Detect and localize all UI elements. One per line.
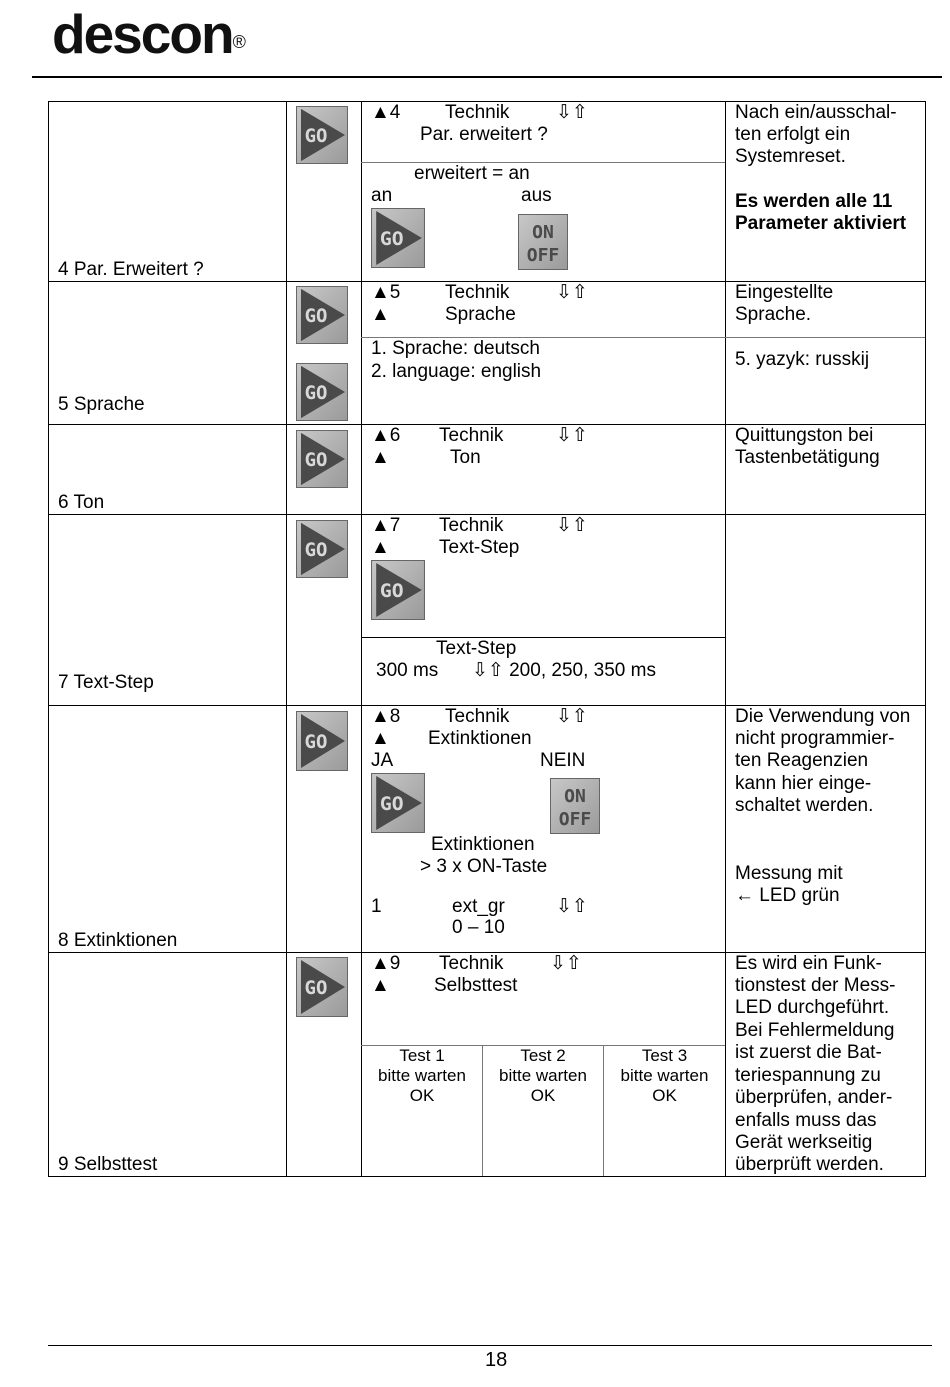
arrows-icon: ⇩⇧ [556, 425, 588, 446]
option-ja: JA [371, 750, 394, 771]
page-number: 18 [485, 1349, 508, 1371]
note-line: Sprache. [735, 304, 812, 325]
display-param: Sprache [445, 304, 516, 325]
svg-text:GO: GO [379, 227, 404, 250]
footer-rule [48, 1345, 932, 1346]
display-value: erweitert = an [414, 163, 530, 184]
note-bold-line: Parameter aktiviert [735, 213, 907, 234]
go-button-icon [371, 560, 425, 620]
display-value: 300 ms [376, 660, 439, 681]
row-label-selbsttest: 9 Selbsttest [58, 1154, 158, 1175]
note-line: Messung mit [735, 863, 843, 884]
display-param: Extinktionen [428, 728, 532, 749]
note-line: Eingestellte [735, 282, 834, 303]
display-menu: Technik [445, 102, 510, 123]
note-line: kann hier einge- [735, 773, 872, 794]
note-line: Quittungston bei [735, 425, 874, 446]
go-button-icon [296, 957, 348, 1017]
note-line: überprüft werden. [735, 1154, 884, 1175]
display-menu: Technik [439, 953, 504, 974]
display-param: ext_gr [452, 896, 505, 917]
note-line: enfalls muss das [735, 1110, 877, 1131]
go-button-icon [371, 208, 425, 268]
arrows-icon: ⇩⇧ [556, 896, 588, 917]
display-step: ▲6 [371, 425, 401, 446]
option-an: an [371, 185, 393, 206]
note-line: Es wird ein Funk- [735, 953, 882, 974]
option-nein: NEIN [540, 750, 586, 771]
svg-text:GO: GO [379, 792, 404, 815]
triangle-icon: ▲ [371, 447, 390, 468]
display-value: Extinktionen [431, 834, 535, 855]
note-line: Bei Fehlermeldung [735, 1020, 895, 1041]
display-hint: > 3 x ON-Taste [420, 856, 548, 877]
descon-logo: descon® [52, 3, 246, 65]
svg-text:OFF: OFF [526, 245, 560, 266]
go-button-icon [296, 286, 348, 344]
option-aus: aus [521, 185, 552, 206]
note-line: Systemreset. [735, 146, 846, 167]
svg-text:GO: GO [304, 540, 328, 561]
display-param: Selbsttest [434, 975, 518, 996]
svg-text:GO: GO [304, 126, 328, 147]
svg-text:OFF: OFF [558, 809, 592, 830]
go-button-icon [296, 106, 348, 164]
display-step: ▲5 [371, 282, 401, 303]
note-line: LED durchgeführt. [735, 997, 890, 1018]
test-cell: Test 2 bitte warten OK [499, 1046, 587, 1105]
test-cell: Test 1 bitte warten OK [378, 1046, 466, 1105]
display-menu: Technik [445, 282, 510, 303]
display-step: ▲8 [371, 706, 401, 727]
display-value: Text-Step [436, 638, 517, 659]
display-option: 2. language: english [371, 361, 542, 382]
triangle-icon: ▲ [371, 975, 390, 996]
display-menu: Technik [445, 706, 510, 727]
svg-text:GO: GO [379, 579, 404, 602]
row-label-extinktionen: 8 Extinktionen [58, 930, 178, 951]
svg-text:GO: GO [304, 977, 328, 999]
note-bold-line: Es werden alle 11 [735, 191, 893, 212]
arrows-icon: ⇩⇧ [550, 953, 582, 974]
note-line: 5. yazyk: russkij [735, 349, 870, 370]
note-line: Tastenbetätigung [735, 447, 880, 468]
arrows-icon: ⇩⇧ [556, 102, 588, 123]
svg-text:GO: GO [304, 450, 328, 471]
go-button-icon [296, 363, 348, 421]
note-line: tionstest der Mess- [735, 975, 896, 996]
note-line: ist zuerst die Bat- [735, 1042, 882, 1063]
display-param: Par. erweitert ? [420, 124, 548, 145]
row-label-text-step: 7 Text-Step [58, 672, 154, 693]
svg-text:GO: GO [304, 383, 328, 404]
display-range: 0 – 10 [452, 917, 505, 938]
row-label-par-erweitert: 4 Par. Erweitert ? [58, 259, 204, 280]
note-line: ten erfolgt ein [735, 124, 851, 145]
display-param: Ton [450, 447, 481, 468]
row-label-ton: 6 Ton [58, 492, 105, 513]
note-line: Nach ein/ausschal- [735, 102, 897, 123]
on-off-button-icon [518, 214, 568, 270]
go-button-icon [296, 520, 348, 578]
note-line: ten Reagenzien [735, 750, 869, 771]
display-step: ▲4 [371, 102, 401, 123]
note-line: überprüfen, ander- [735, 1087, 893, 1108]
note-line: teriespannung zu [735, 1065, 881, 1086]
triangle-icon: ▲ [371, 728, 390, 749]
svg-text:GO: GO [304, 731, 328, 753]
triangle-icon: ▲ [371, 304, 390, 325]
svg-text:GO: GO [304, 306, 328, 327]
test-cell: Test 3 bitte warten OK [620, 1046, 709, 1105]
go-button-icon [296, 711, 348, 771]
note-line: Gerät werkseitig [735, 1132, 873, 1153]
triangle-icon: ▲ [371, 537, 390, 558]
display-step: ▲9 [371, 953, 401, 974]
arrows-icon: ⇩⇧ [556, 706, 588, 727]
display-step: ▲7 [371, 515, 401, 536]
svg-text:ON: ON [564, 786, 586, 807]
note-line: nicht programmier- [735, 728, 895, 749]
on-off-button-icon [550, 778, 600, 834]
row-label-sprache: 5 Sprache [58, 394, 145, 415]
display-options: ⇩⇧ 200, 250, 350 ms [472, 660, 656, 681]
header-rule [32, 76, 942, 78]
arrows-icon: ⇩⇧ [556, 282, 588, 303]
svg-text:ON: ON [532, 222, 554, 243]
go-button-icon [296, 430, 348, 488]
display-option: 1. Sprache: deutsch [371, 338, 540, 359]
arrows-icon: ⇩⇧ [556, 515, 588, 536]
note-line: ← LED grün [735, 885, 840, 906]
display-menu: Technik [439, 425, 504, 446]
go-button-icon [371, 773, 425, 833]
note-line: Die Verwendung von [735, 706, 911, 727]
display-param: Text-Step [439, 537, 520, 558]
display-index: 1 [371, 896, 382, 917]
note-line: schaltet werden. [735, 795, 874, 816]
display-menu: Technik [439, 515, 504, 536]
